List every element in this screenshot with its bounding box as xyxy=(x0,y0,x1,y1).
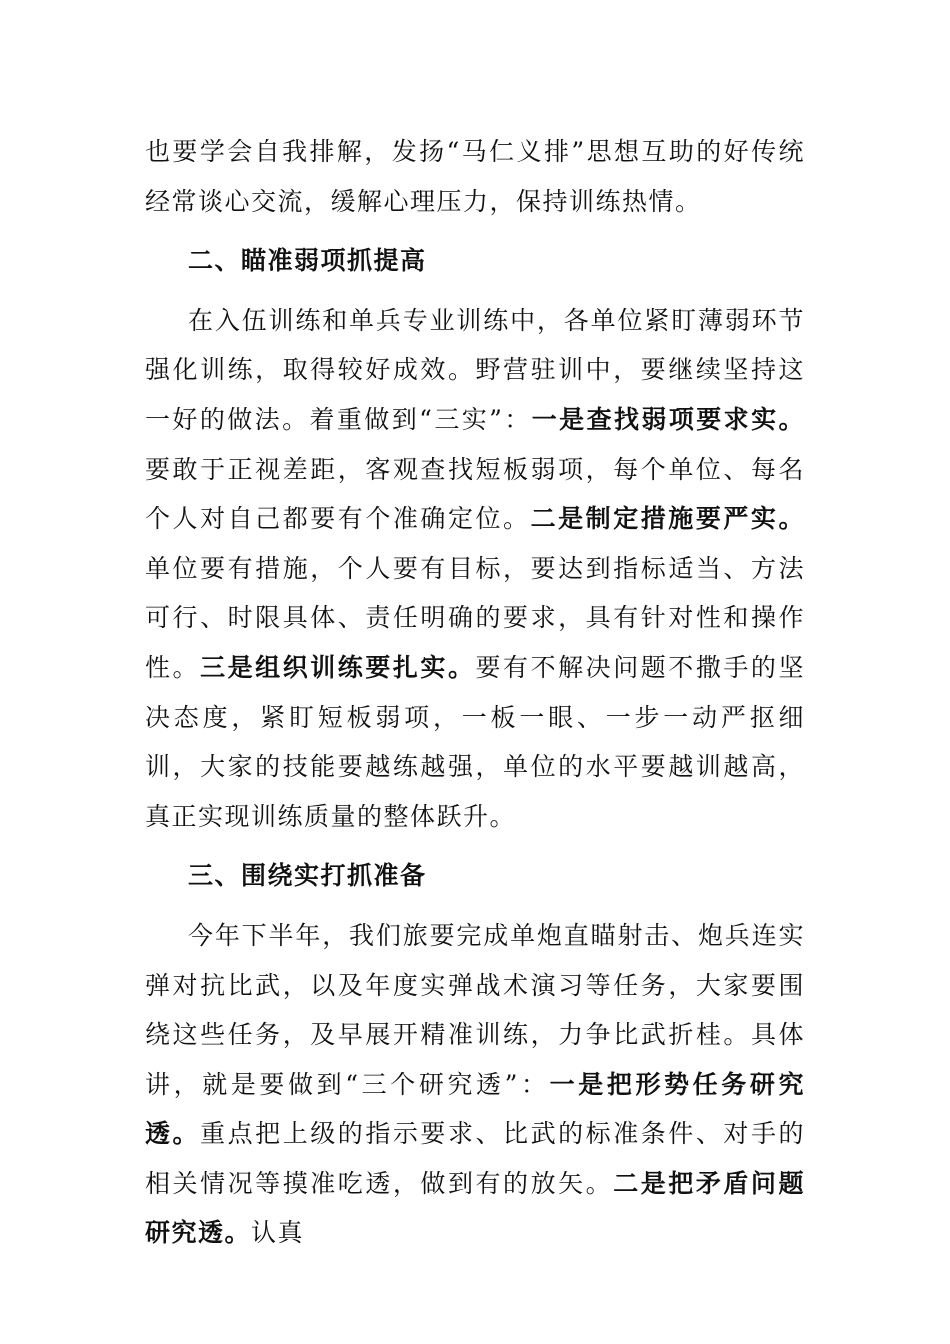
spacer xyxy=(145,841,805,851)
section-heading-2: 二、瞄准弱项抓提高 xyxy=(188,246,427,276)
paragraph-3-text-d: 认真 xyxy=(251,1218,305,1248)
spacer xyxy=(145,286,805,296)
paragraph-1-text: 也要学会自我排解，发扬“马仁义排”思想互助的好传统经常谈心交流，缓解心理压力，保持训练热情。 xyxy=(145,137,805,216)
paragraph-2-bold-3: 三是组织训练要扎实。 xyxy=(200,652,476,682)
paragraph-1 xyxy=(145,127,805,226)
spacer xyxy=(145,226,805,236)
paragraph-3-text-c: 重点把上级的指示要求、比武的标准条件、对手的相关情况等摸准吃透，做到有的放矢。 xyxy=(145,1119,805,1198)
paragraph-3-text-a: 今年下半年，我们旅要完成单炮直瞄射击、炮兵连实弹对抗比武，以及年度实弹战术演习等任务，大家要围绕这些任务，及早展开精准训练，力争比武折桂。具体讲，就是要做到“三个研究透”： xyxy=(145,920,805,1099)
paragraph-2-text-c: 要敢于正视差距，客观查找短板弱项，每个单位、每名个人对自己都要有个准确定位。 xyxy=(145,454,805,534)
paragraph-2-text-a: 在入伍训练和单兵专业训练中，各单位紧盯薄弱环节强化训练，取得较好成效。野营驻训中，要继续坚持这一好的做法。着重做到“三实”： xyxy=(145,305,805,434)
paragraph-2-text-e: 要有不解决问题不撒手的坚决态度，紧盯短板弱项，一板一眼、一步一动严抠细训，大家的技能要越练越强，单位的水平要越训越高，真正实现训练质量的整体跃升。 xyxy=(145,652,805,831)
paragraph-2-bold-2: 二是制定措施要严实。 xyxy=(530,504,805,534)
spacer xyxy=(145,901,805,911)
paragraph-2-bold-1: 一是查找弱项要求实。 xyxy=(531,404,805,434)
paragraph-2-text-d: 单位要有措施，个人要有目标，要达到指标适当、方法可行、时限具体、责任明确的要求，具有针对性和操作性。 xyxy=(145,553,805,682)
section-heading-3: 三、围绕实打抓准备 xyxy=(188,861,427,891)
paragraph-2 xyxy=(145,296,805,842)
document-page xyxy=(145,127,805,1258)
paragraph-3 xyxy=(145,911,805,1258)
paragraph-3-bold-2: 二是把矛盾问题研究透。 xyxy=(145,1168,805,1248)
paragraph-3-bold-1: 一是把形势任务研究透。 xyxy=(145,1069,805,1149)
